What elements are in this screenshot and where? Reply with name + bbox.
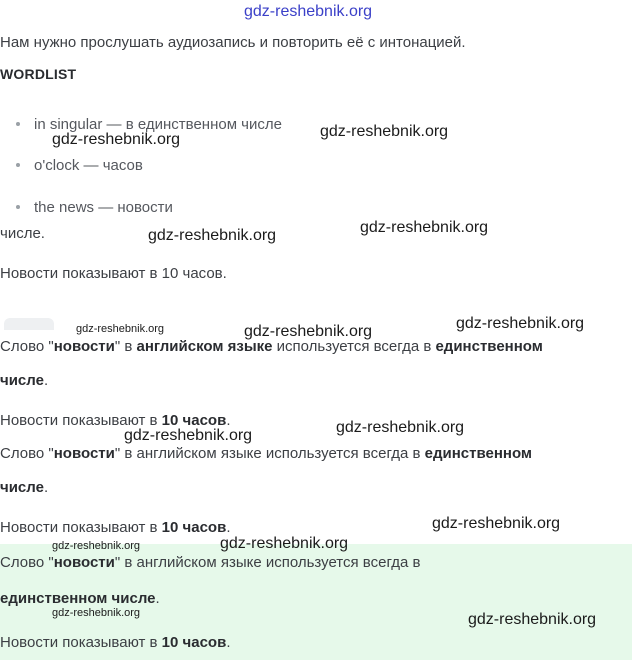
- bullet-icon: [16, 122, 20, 126]
- watermark: gdz-reshebnik.org: [468, 611, 597, 628]
- news-sentence: Новости показывают в 10 часов.: [0, 519, 231, 536]
- bullet-icon: [16, 163, 20, 167]
- wordlist-item: the news — новости: [16, 199, 173, 216]
- sentence-tail: числе.: [0, 225, 45, 242]
- rule-sentence: Слово "новости" в английском языке используется всегда в единственном: [0, 338, 543, 355]
- watermark: gdz-reshebnik.org: [124, 427, 253, 444]
- news-sentence: Новости показывают в 10 часов.: [0, 265, 227, 282]
- watermark: gdz-reshebnik.org: [52, 131, 181, 148]
- watermark: gdz-reshebnik.org: [148, 227, 277, 244]
- rule-sentence-end: единственном числе.: [0, 590, 160, 607]
- rule-sentence-end: числе.: [0, 479, 49, 496]
- watermark: gdz-reshebnik.org: [76, 323, 165, 335]
- wordlist-item: in singular — в единственном числе: [16, 116, 282, 133]
- news-sentence: Новости показывают в 10 часов.: [0, 412, 231, 429]
- watermark-top: gdz-reshebnik.org: [244, 3, 373, 20]
- watermark: gdz-reshebnik.org: [432, 515, 561, 532]
- watermark: gdz-reshebnik.org: [244, 323, 373, 340]
- watermark: gdz-reshebnik.org: [336, 419, 465, 436]
- watermark: gdz-reshebnik.org: [52, 607, 141, 619]
- collapsed-tab: [4, 318, 54, 330]
- rule-sentence: Слово "новости" в английском языке используется всегда в единственном: [0, 445, 533, 462]
- rule-sentence: Слово "новости" в английском языке используется всегда в: [0, 554, 421, 571]
- watermark: gdz-reshebnik.org: [52, 540, 141, 552]
- rule-sentence-end: числе.: [0, 372, 49, 389]
- watermark: gdz-reshebnik.org: [220, 535, 349, 552]
- watermark: gdz-reshebnik.org: [456, 315, 585, 332]
- wordlist-item: o'clock — часов: [16, 157, 143, 174]
- bullet-icon: [16, 205, 20, 209]
- wordlist-title: WORDLIST: [0, 66, 77, 82]
- task-instruction: Нам нужно прослушать аудиозапись и повторить её с интонацией.: [0, 34, 466, 51]
- watermark: gdz-reshebnik.org: [320, 123, 449, 140]
- watermark: gdz-reshebnik.org: [360, 219, 489, 236]
- news-sentence: Новости показывают в 10 часов.: [0, 634, 231, 651]
